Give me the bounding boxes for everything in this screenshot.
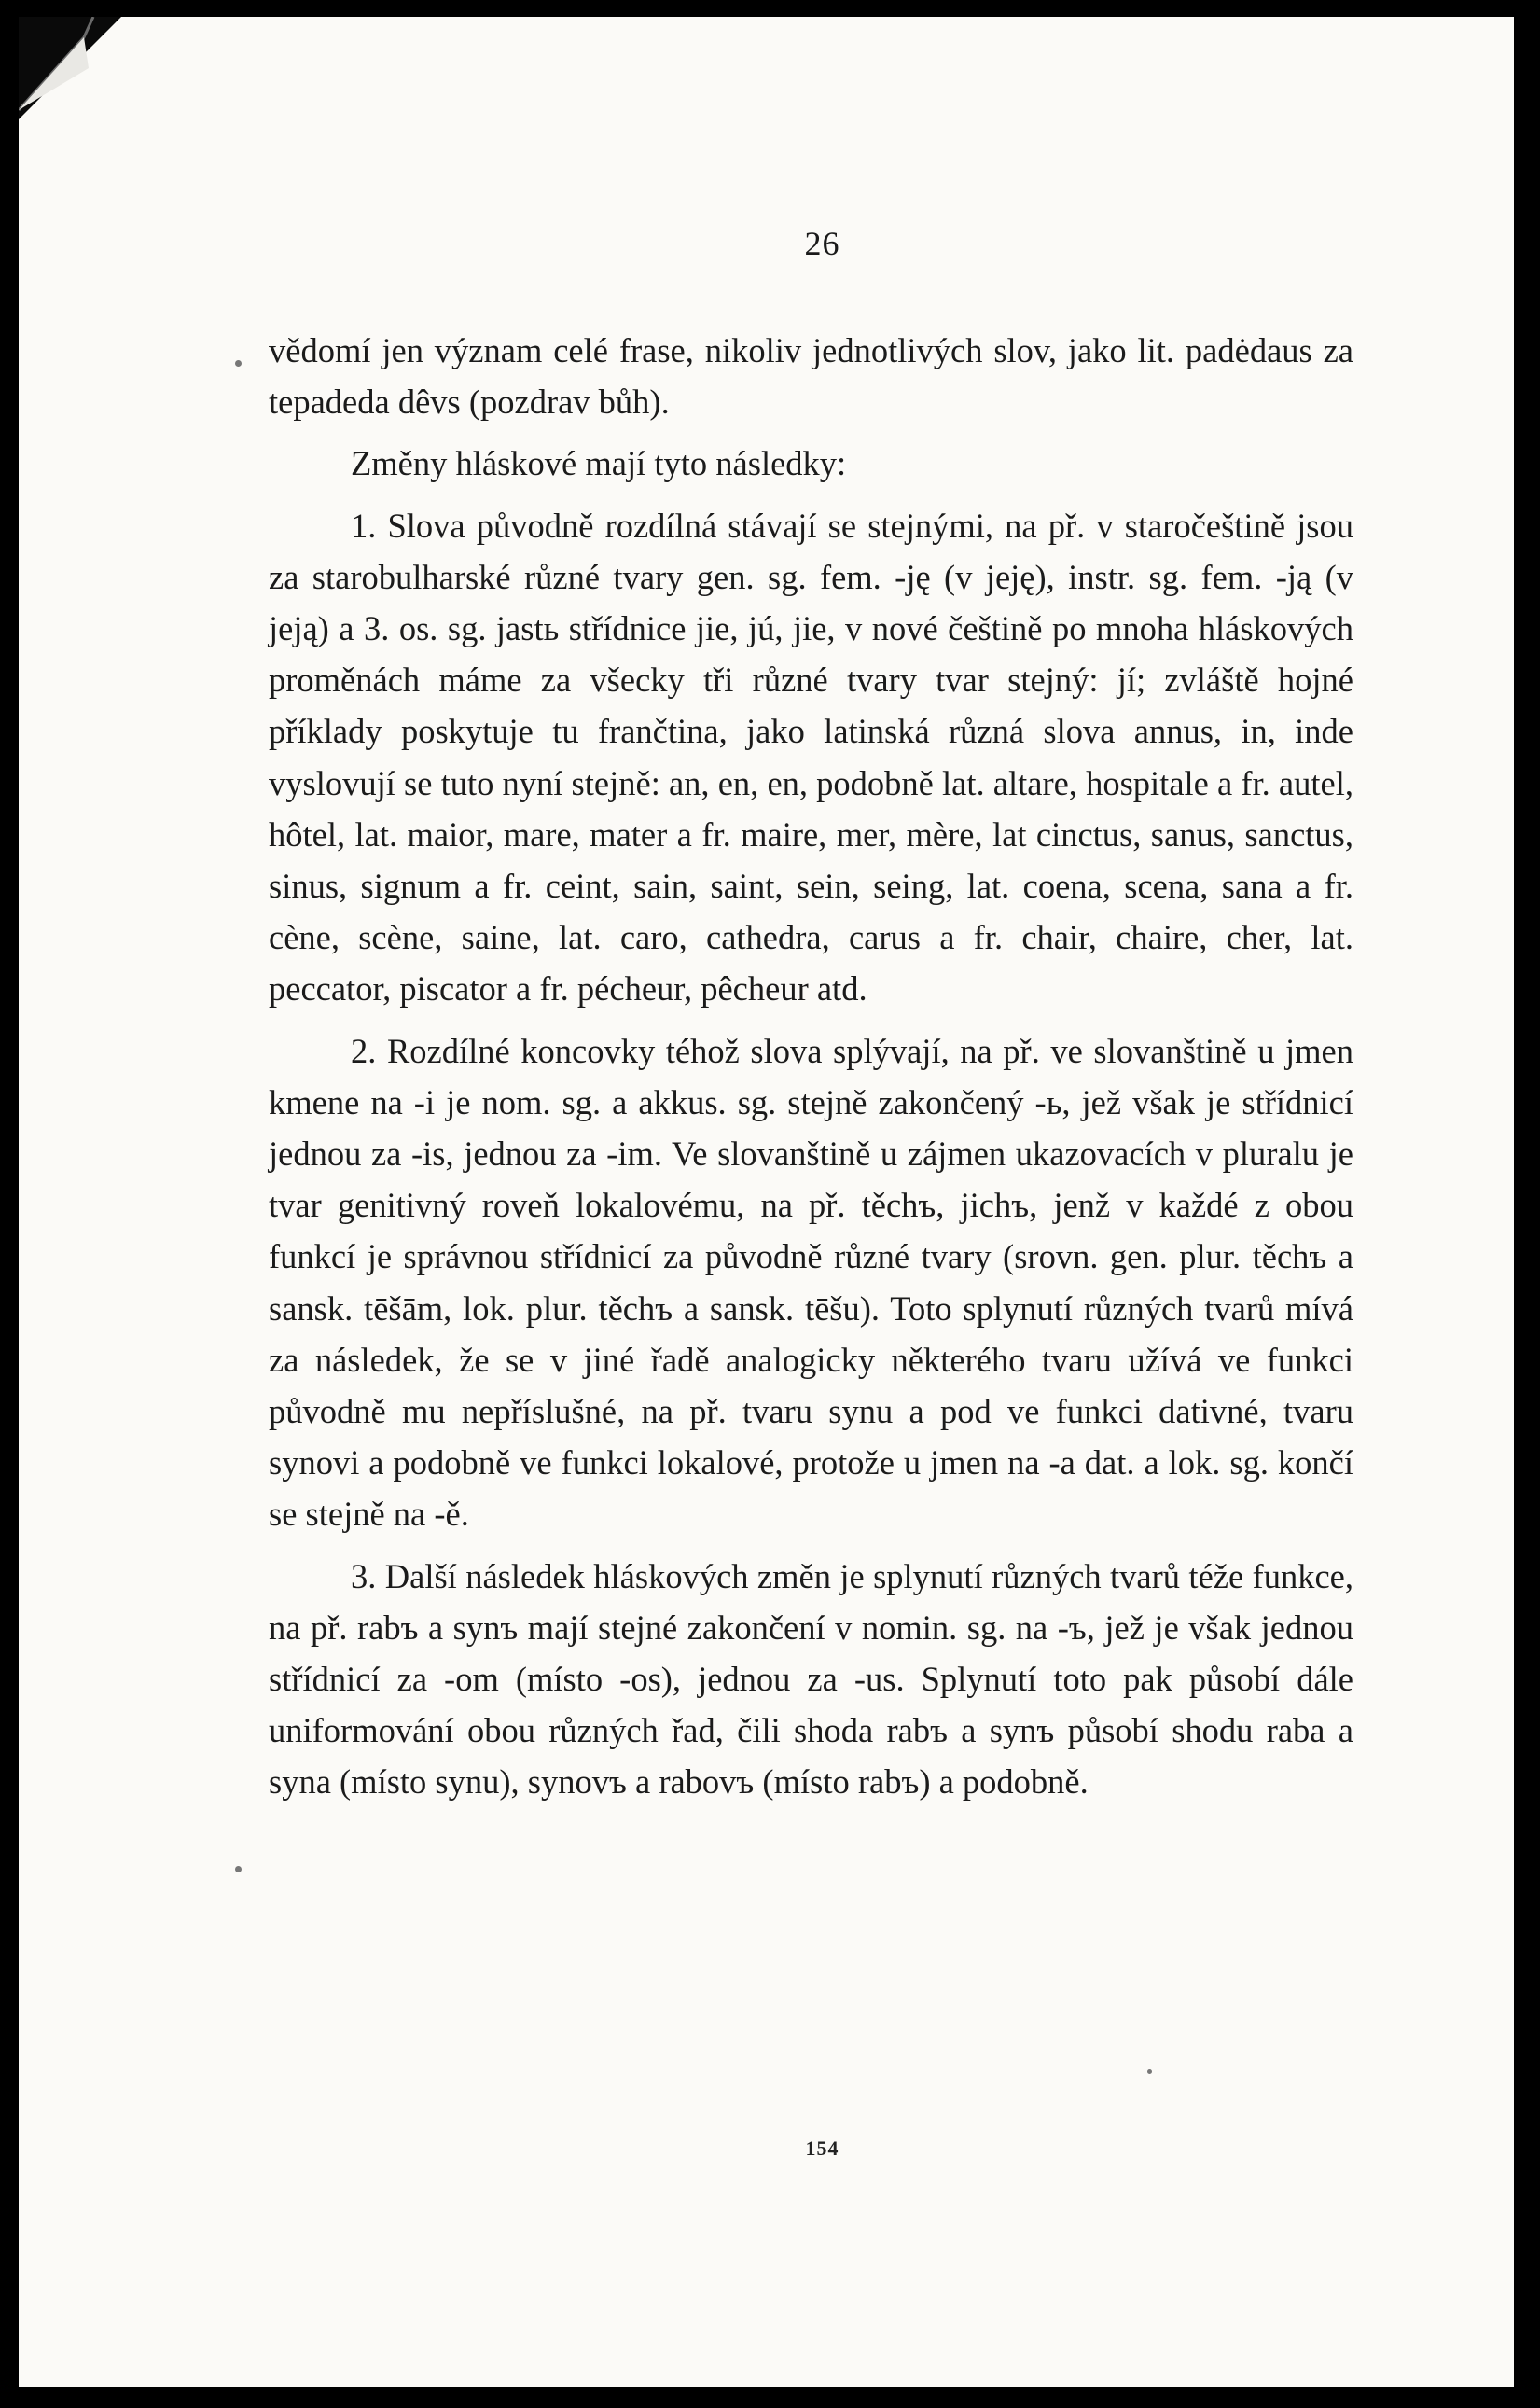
paragraph-point-3: 3. Další následek hláskových změn je splynutí různých tvarů téže funkce, na př. rabъ a synъ mají stejné zakončení v nomin. sg. na -ъ, jež je však jednou střídnicí za -om (místo -os), jednou za -us. Splynutí toto pak působí dále uniformování obou různých řad, čili shoda rabъ a synъ působí shodu raba a syna (místo synu), synovъ a rabovъ (místo rabъ) a podobně. [269, 1556, 1353, 1802]
ink-speck [235, 360, 242, 367]
signature-mark: 154 [805, 2137, 839, 2160]
body-text [269, 325, 1353, 1818]
paragraph-point-1: 1. Slova původně rozdílná stávají se stejnými, na př. v staročeštině jsou za starobulharské různé tvary gen. sg. fem. -ję (v jeję), instr. sg. fem. -ją (v jeją) a 3. os. sg. jastь střídnice jie, jú, jie, v nové češtině po mnoha hláskových proměnách máme za všecky tři různé tvary tvar stejný: jí; zvláště hojné příklady poskytuje tu frančtina, jako latinská různá slova annus, in, inde vyslovují se tuto nyní stejně: an, en, en, podobně lat. altare, hospitale a fr. autel, hôtel, lat. maior, mare, mater a fr. maire, mer, mère, lat cinctus, sanus, sanctus, sinus, signum a fr. ceint, sain, saint, sein, seing, lat. coena, scena, sana a fr. cène, scène, saine, lat. caro, cathedra, carus a fr. chair, chaire, cher, lat. peccator, piscator a fr. pécheur, pêcheur atd. [269, 506, 1353, 1009]
page-number: 26 [804, 225, 840, 262]
document-page [19, 17, 1514, 2387]
ink-speck [235, 1866, 242, 1872]
paragraph-point-2: 2. Rozdílné koncovky téhož slova splývají, na př. ve slovanštině u jmen kmene na -i je nom. sg. a akkus. sg. stejně zakončený -ь, jež však je střídnicí jednou za -is, jednou za -im. Ve slovanštině u zájmen ukazovacích v pluralu je tvar genitivný roveň lokalovému, na př. těchъ, jichъ, jenž v každé z obou funkcí je správnou střídnicí za původně různé tvary (srovn. gen. plur. těchъ a sansk. tēšām, lok. plur. těchъ a sansk. tēšu). Toto splynutí různých tvarů mívá za následek, že se v jiné řadě analogicky některého tvaru užívá ve funkci původně mu nepříslušné, na př. tvaru synu a pod ve funkci dativné, tvaru synovi a podobně ve funkci lokalové, protože u jmen na -a dat. a lok. sg. končí se stejně na -ě. [269, 1031, 1353, 1534]
paragraph-continuation: vědomí jen význam celé frase, nikoliv jednotlivých slov, jako lit. padėdaus za tepadeda dêvs (pozdrav bůh). [269, 331, 1353, 422]
paragraph-intro: Změny hláskové mají tyto následky: [351, 444, 847, 483]
ink-speck [1147, 2069, 1152, 2074]
folded-corner-icon [19, 17, 121, 119]
